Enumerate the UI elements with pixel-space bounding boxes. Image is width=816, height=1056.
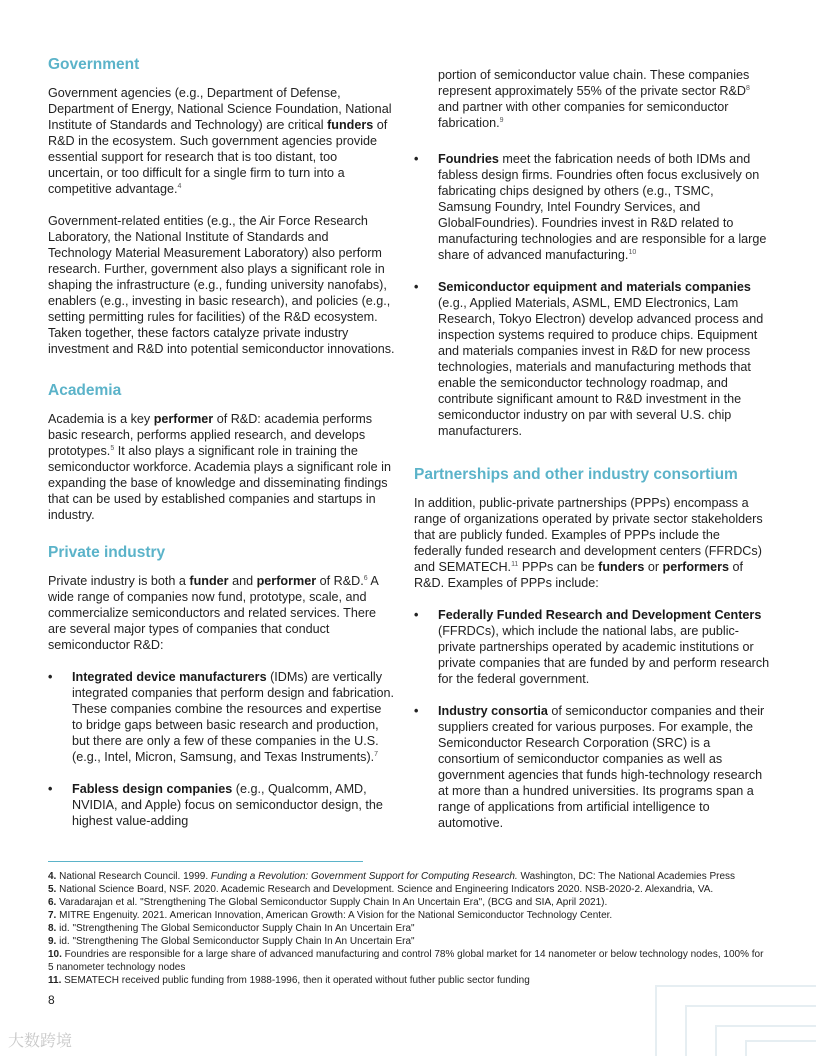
bullet-marker: • bbox=[48, 670, 53, 684]
list-item-industry-consortia: • Industry consortia of semiconductor companies and their suppliers created for various purposes. For example, the Semiconductor Research Corporation (SRC) is a consortium of semiconductor companies as well as government agencies that funds high-technology research at more than a hundred universities. Its programs span a range of applications from artificial intelligence to automotive. bbox=[414, 704, 765, 830]
section-heading-academia: Academia bbox=[48, 382, 122, 399]
private-industry-paragraph: Private industry is both a funder and performer of R&D.$^6$ A wide range of companies now fund, prototype, scale, and commercialize semiconductors and related services. There are several major types of companies that conduct semiconductor R&D: bbox=[48, 574, 379, 652]
list-item-fabless: • Fabless design companies (e.g., Qualcomm, AMD, NVIDIA, and Apple) focus on semiconductor design, the highest value-adding bbox=[48, 782, 383, 828]
section-heading-partnerships: Partnerships and other industry consortium bbox=[414, 466, 738, 483]
decorative-grid-lines bbox=[636, 966, 816, 1056]
list-item-equipment: • Semiconductor equipment and materials companies (e.g., Applied Materials, ASML, EMD Electronics, Lam Research, Tokyo Electron) develop advanced process and inspection systems required to produce chips. Equipment and materials companies invest in R&D for new process technologies, materials and manufacturing methods that enable the semiconductor technology roadmap, and contribute significant amount to R&D investment in the semiconductor industry on par with several U.S. chip manufacturers. bbox=[414, 280, 764, 438]
list-item-idm: • Integrated device manufacturers (IDMs) are vertically integrated companies that perform design and fabrication. These companies combine the resources and expertise to bridge gaps between basic research and production, but there are only a few of these companies in the U.S. (e.g., Intel, Micron, Samsung, and Texas Instruments).$^7$ bbox=[48, 670, 395, 764]
bullet-marker: • bbox=[48, 782, 53, 796]
footnote-11: 11. SEMATECH received public funding from 1988-1996, then it operated without futher public sector funding bbox=[48, 975, 530, 986]
bullet-marker: • bbox=[414, 608, 419, 622]
right-column bbox=[414, 67, 770, 847]
section-heading-private-industry: Private industry bbox=[48, 544, 166, 561]
footnote-4: 4. National Research Council. 1999. Funding a Revolution: Government Support for Computing Research. Washington, DC: The National Academies Press bbox=[48, 871, 736, 882]
footnote-10: 10. Foundries are responsible for a large share of advanced manufacturing and control 78% global market for 14 nanometer or below technology nodes, 100% for 5 nanometer technology nodes bbox=[48, 949, 764, 973]
left-column bbox=[48, 55, 395, 845]
government-paragraph-1: Government agencies (e.g., Department of Defense, Department of Energy, National Science Foundation, National Institute of Standards and Technology) are critical funders of R&D in the ecosystem. Such government agencies provide essential support for research that is too distant, too uncertain, or too difficult for a single firm to turn into a competitive advantage.$^4$ bbox=[48, 86, 392, 196]
footnote-divider bbox=[48, 861, 363, 862]
bullet-marker: • bbox=[414, 704, 419, 718]
government-paragraph-2: Government-related entities (e.g., the Air Force Research Laboratory, the National Institute of Standards and Technology Material Measurement Laboratory) also perform research. Further, government also plays a significant role in shaping the infrastructure (e.g., funding university nanofabs), enablers (e.g., investing in basic research), and policies (e.g., setting permitting rules for facilities) of the R&D ecosystem. Taken together, these factors catalyze private industry investment and R&D into potential semiconductor innovations. bbox=[48, 214, 395, 356]
footnote-5: 5. National Science Board, NSF. 2020. Academic Research and Development. Science and Engineering Indicators 2020. NSB-2020-2. Alexandria, VA. bbox=[48, 884, 714, 895]
bullet-marker: • bbox=[414, 280, 419, 294]
list-item-fabless-continued: portion of semiconductor value chain. These companies represent approximately 55% of the private sector $R\&D^8$ and partner with other companies for semiconductor fabrication.$^9$ bbox=[438, 68, 750, 130]
watermark: 大数跨境 bbox=[8, 1031, 73, 1050]
footnote-9: 9. id. "Strengthening The Global Semiconductor Supply Chain In An Uncertain Era" bbox=[48, 936, 415, 947]
bullet-marker: • bbox=[414, 152, 419, 166]
section-heading-government: Government bbox=[48, 56, 140, 73]
academia-paragraph: Academia is a key performer of R&D: academia performs basic research, performs applied research, and develops prototypes.$^5$ It also plays a significant role in training the semiconductor workforce. Academia plays a significant role in expanding the base of knowledge and disseminating findings that can be used by established companies and startups in industry. bbox=[48, 412, 391, 522]
footnote-6: 6. Varadarajan et al. "Strengthening The Global Semiconductor Supply Chain In An Uncertain Era", (BCG and SIA, April 2021). bbox=[48, 897, 608, 908]
page-number: 8 bbox=[48, 993, 55, 1007]
footnote-8: 8. id. "Strengthening The Global Semiconductor Supply Chain In An Uncertain Era" bbox=[48, 923, 415, 934]
partnerships-paragraph: In addition, public-private partnerships (PPPs) encompass a range of organizations operated by private sector stakeholders that are publicly funded. Examples of PPPs include the federally funded research and development centers (FFRDCs) and SEMATECH.$^{11}$ PPPs can be funders or performers of R&D. Examples of PPPs include: bbox=[414, 496, 763, 590]
list-item-foundries: • Foundries meet the fabrication needs of both IDMs and fabless design firms. Foundries often focus exclusively on fabricating chips designed by others (e.g., TSMC, Samsung Foundry, Intel Foundry Services, and GlobalFoundries). Foundries invest in R&D related to manufacturing technologies and are responsible for a large share of advanced manufacturing.$^{10}$ bbox=[414, 152, 767, 262]
list-item-ffrdc: • Federally Funded Research and Development Centers (FFRDCs), which include the national labs, are public-private partnerships operated by academic institutions or private companies that are funded by and perform research for the federal government. bbox=[414, 608, 770, 686]
footnote-7: 7. MITRE Engenuity. 2021. American Innovation, American Growth: A Vision for the National Semiconductor Technology Center. bbox=[48, 910, 613, 921]
